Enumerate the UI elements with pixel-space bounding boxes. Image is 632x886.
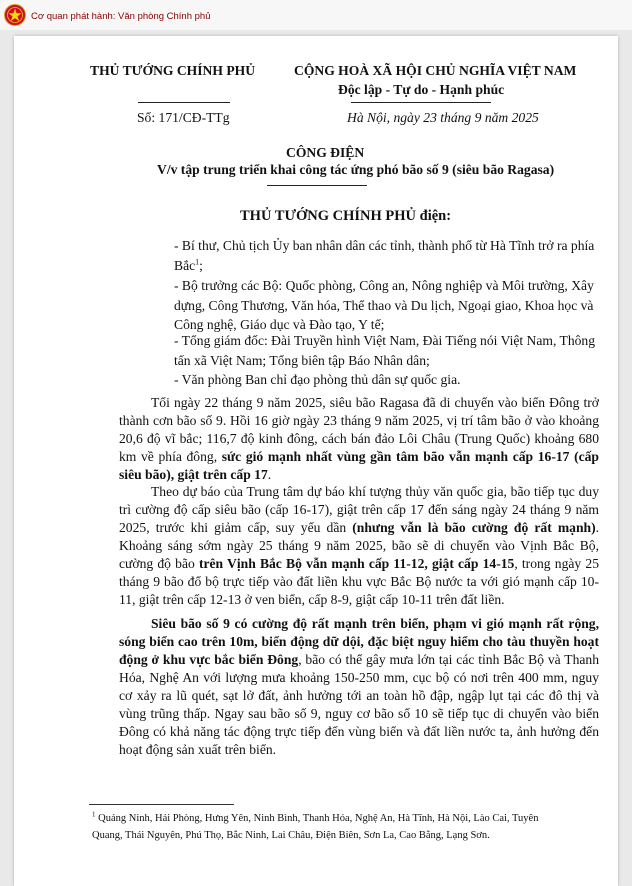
paragraph-forecast: Theo dự báo của Trung tâm dự báo khí tượng thủy văn quốc gia, bão tiếp tục duy trì cường độ cấp siêu bão (cấp 16-17), giật trên cấp 17 đến sáng ngày 24 tháng 9 năm 2025, trước khi giảm cấp, suy yếu dần (nhưng vẫn là bão cường độ rất mạnh). Khoảng sáng sớm ngày 25 tháng 9 năm 2025, bão sẽ di chuyển vào Vịnh Bắc Bộ, cường độ bão trên Vịnh Bắc Bộ vẫn mạnh cấp 11-12, giật cấp 14-15, trong ngày 25 tháng 9 bão đổ bộ trực tiếp vào đất liền khu vực Bắc Bộ nước ta với gió mạnh cấp 10-11, giật trên cấp 12-13 ở ven biển, cấp 8-9, giật cấp 10-11 trên đất liền.	[119, 484, 599, 607]
footnote: $^1$ Quảng Ninh, Hải Phòng, Hưng Yên, Ninh Bình, Thanh Hóa, Nghệ An, Hà Tĩnh, Hà Nội, Lào Cai, Tuyên Quang, Thái Nguyên, Phú Thọ, Bắc Ninh, Lai Châu, Điện Biên, Sơn La, Cao Bằng, Lạng Sơn.	[92, 810, 539, 841]
footnote-separator	[89, 804, 234, 805]
issuer-bar	[0, 0, 632, 30]
recipient-item: - Văn phòng Ban chỉ đạo phòng thủ dân sự quốc gia.	[174, 372, 461, 387]
agency-underline	[138, 102, 230, 103]
document-subject: V/v tập trung triển khai công tác ứng phó bão số 9 (siêu bão Ragasa)	[157, 162, 555, 177]
issuer-text: Cơ quan phát hành: Văn phòng Chính phủ	[31, 11, 211, 22]
document-page	[14, 36, 618, 886]
motto-underline	[351, 102, 491, 103]
national-emblem-icon	[4, 4, 26, 26]
paragraph-situation: Tối ngày 22 tháng 9 năm 2025, siêu bão Ragasa đã di chuyển vào biển Đông trở thành cơn bão số 9. Hồi 16 giờ ngày 23 tháng 9 năm 2025, vị trí tâm bão ở vào khoảng 20,6 độ vĩ bắc; 116,7 độ kinh đông, cách bán đảo Lôi Châu (Trung Quốc) khoảng 680 km về phía đông, sức gió mạnh nhất vùng gần tâm bão vẫn mạnh cấp 16-17 (cấp siêu bão), giật trên cấp 17.	[119, 395, 599, 482]
recipient-item: - Bí thư, Chủ tịch Ủy ban nhân dân các tỉnh, thành phố từ Hà Tĩnh trở ra phía Bắc$^1$;	[174, 238, 595, 273]
country-name: CỘNG HOÀ XÃ HỘI CHỦ NGHĨA VIỆT NAM	[294, 63, 577, 78]
place-date: Hà Nội, ngày 23 tháng 9 năm 2025	[347, 110, 539, 125]
national-motto: Độc lập - Tự do - Hạnh phúc	[338, 82, 505, 97]
paragraph-impact: Siêu bão số 9 có cường độ rất mạnh trên biển, phạm vi gió mạnh rất rộng, sóng biển cao trên 10m, biển động dữ dội, đặc biệt nguy hiểm cho tàu thuyền hoạt động ở khu vực bắc biển Đông, bão có thể gây mưa lớn tại các tỉnh Bắc Bộ và Thanh Hóa, Nghệ An với lượng mưa khoảng 150-250 mm, cục bộ có nơi trên 400 mm, nguy cơ xảy ra lũ quét, sạt lở đất, ảnh hưởng tới an toàn hồ đập, ngập lụt tại các đô thị và vùng trũng thấp. Ngay sau bão số 9, nguy cơ bão số 10 sẽ tiếp tục di chuyển vào biển Đông có khả năng tác động trực tiếp đến vùng biển và đất liền nước ta, ảnh hưởng đến hoạt động sản xuất trên biển.	[119, 616, 600, 757]
recipient-item: - Tổng giám đốc: Đài Truyền hình Việt Nam, Đài Tiếng nói Việt Nam, Thông tấn xã Việt Nam; Tổng biên tập Báo Nhân dân;	[174, 333, 596, 368]
document-number: Số: 171/CĐ-TTg	[137, 110, 230, 125]
agency-name: THỦ TƯỚNG CHÍNH PHỦ	[90, 63, 256, 78]
sender-line: THỦ TƯỚNG CHÍNH PHỦ điện:	[240, 208, 452, 224]
document-type: CÔNG ĐIỆN	[286, 145, 365, 160]
subject-underline	[267, 185, 367, 186]
recipient-item: - Bộ trưởng các Bộ: Quốc phòng, Công an, Nông nghiệp và Môi trường, Xây dựng, Công Thương, Văn hóa, Thể thao và Du lịch, Ngoại giao, Khoa học và Công nghệ, Giáo dục và Đào tạo, Y tế;	[174, 278, 594, 333]
